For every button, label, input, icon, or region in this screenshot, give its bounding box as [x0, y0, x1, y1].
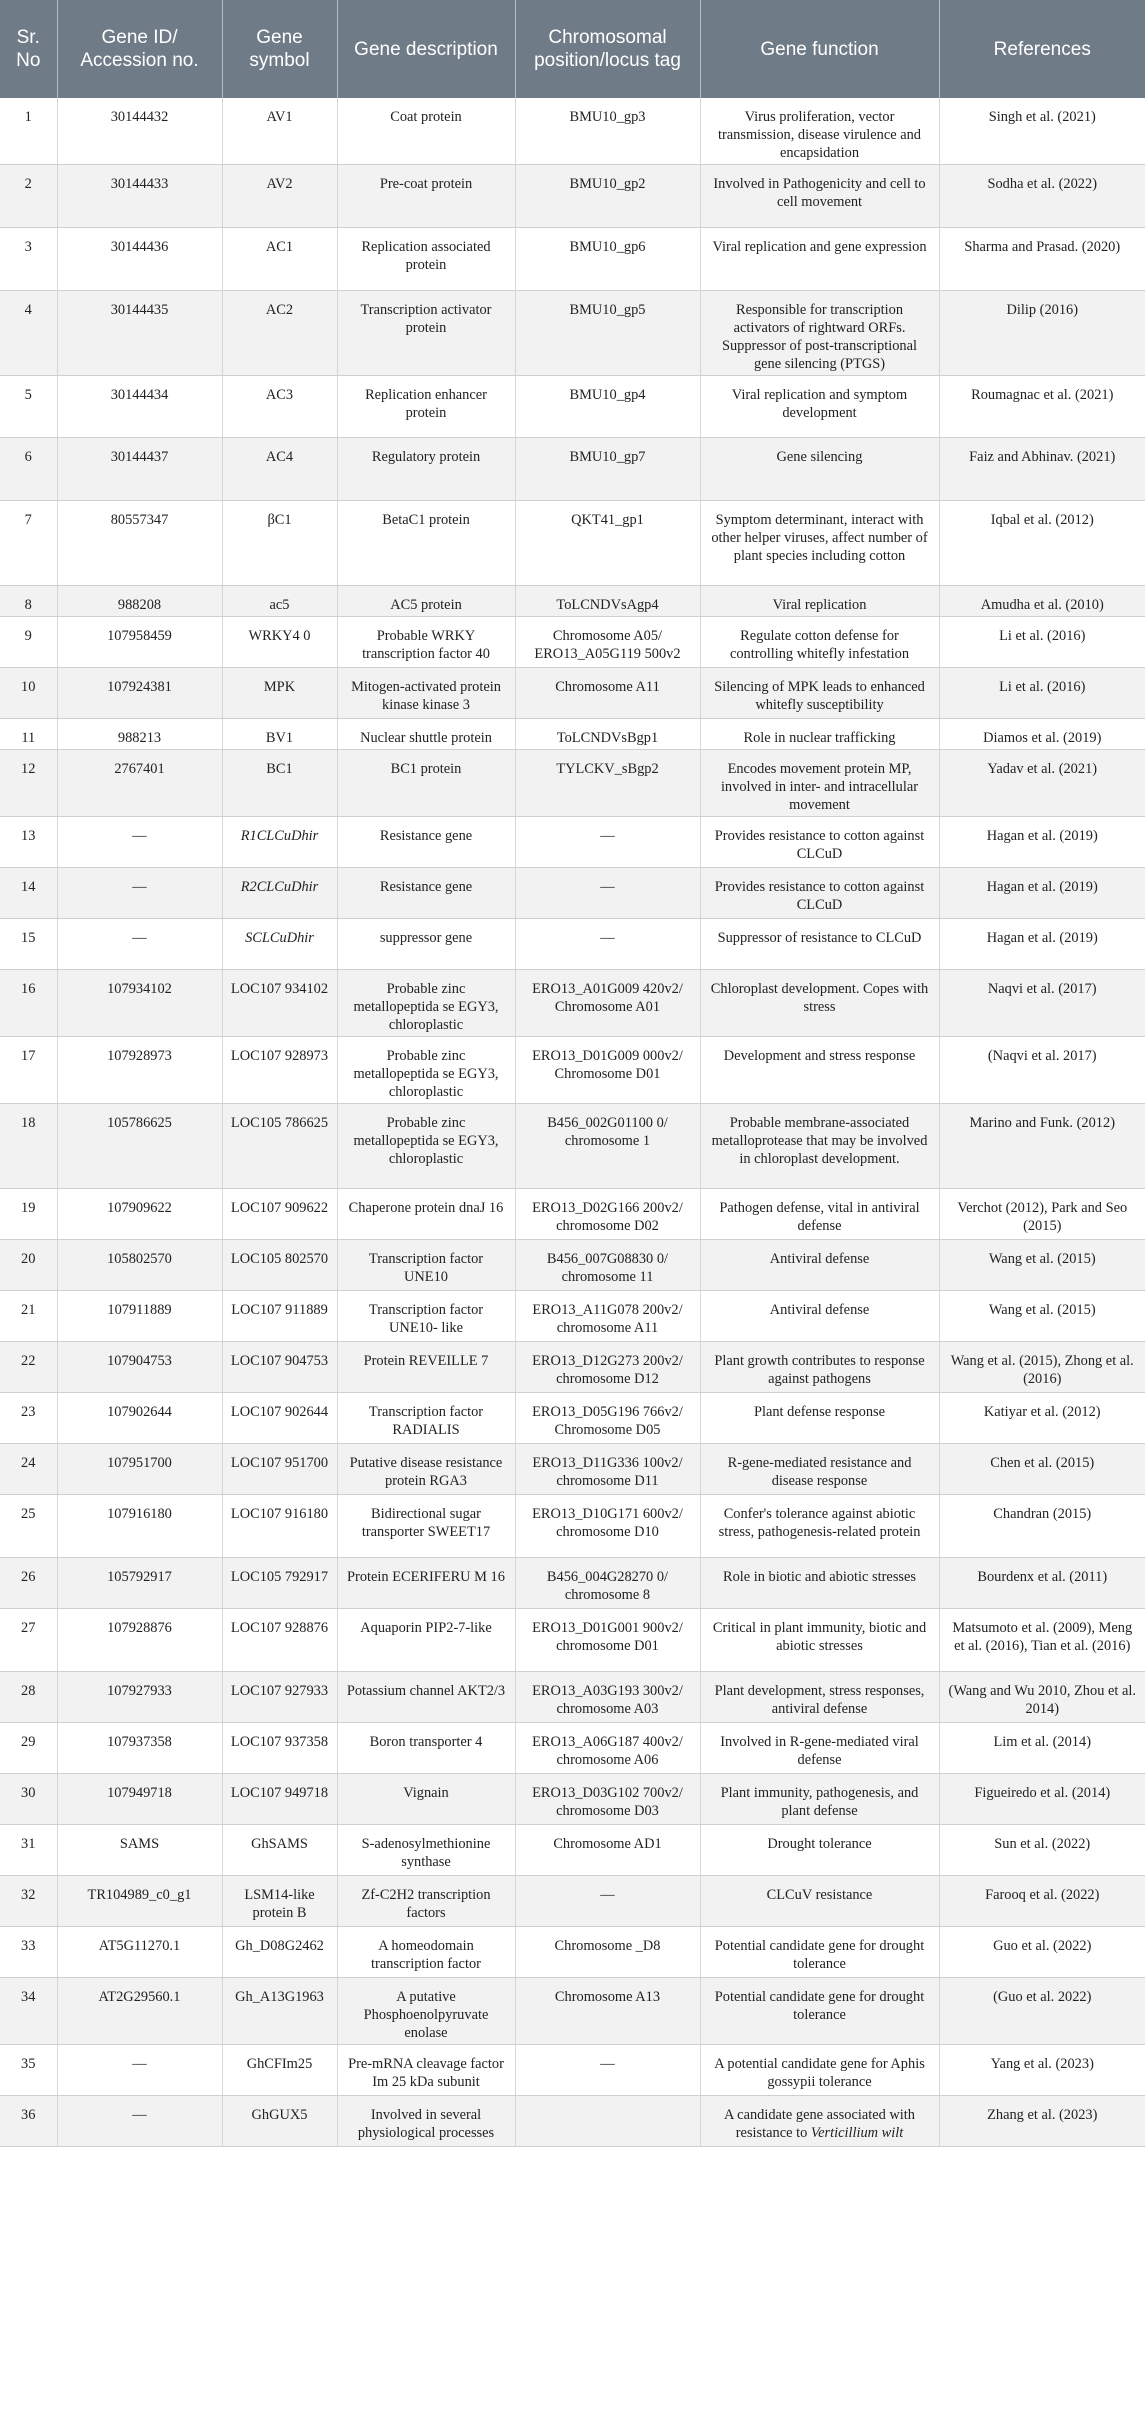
table-row [0, 1723, 1145, 1774]
reference-cell: Sharma and Prasad. (2020) [939, 228, 1145, 291]
gene-symbol-cell: LOC107 949718 [222, 1774, 337, 1825]
sr-no-cell: 25 [0, 1495, 57, 1558]
gene-description-cell: Protein ECERIFERU M 16 [337, 1558, 515, 1609]
table-row [0, 98, 1145, 165]
reference-cell: (Guo et al. 2022) [939, 1978, 1145, 2045]
reference-cell: Katiyar et al. (2012) [939, 1393, 1145, 1444]
table-row [0, 1978, 1145, 2045]
gene-id-cell: — [57, 817, 222, 868]
col-header-chromosomal-position: Chromosomal position/locus tag [515, 0, 700, 98]
table-row [0, 1342, 1145, 1393]
chromosomal-position-cell: Chromosome AD1 [515, 1825, 700, 1876]
chromosomal-position-cell: BMU10_gp6 [515, 228, 700, 291]
gene-function-cell: Role in biotic and abiotic stresses [700, 1558, 939, 1609]
reference-cell: Li et al. (2016) [939, 668, 1145, 719]
gene-id-cell: 988208 [57, 586, 222, 617]
table-row [0, 750, 1145, 817]
table-row [0, 1495, 1145, 1558]
col-header-gene-function: Gene function [700, 0, 939, 98]
table-row [0, 668, 1145, 719]
gene-function-cell: Viral replication and symptom development [700, 376, 939, 438]
gene-function-cell: Potential candidate gene for drought tolerance [700, 1927, 939, 1978]
chromosomal-position-cell: ERO13_A03G193 300v2/ chromosome A03 [515, 1672, 700, 1723]
sr-no-cell: 36 [0, 2096, 57, 2147]
gene-id-cell: 107909622 [57, 1189, 222, 1240]
gene-description-cell: Probable WRKY transcription factor 40 [337, 617, 515, 668]
gene-description-cell: Probable zinc metallopeptida se EGY3, chloroplastic [337, 970, 515, 1037]
gene-symbol-cell: LOC107 904753 [222, 1342, 337, 1393]
gene-description-cell: Boron transporter 4 [337, 1723, 515, 1774]
gene-id-cell: 107937358 [57, 1723, 222, 1774]
table-row [0, 1393, 1145, 1444]
sr-no-cell: 35 [0, 2045, 57, 2096]
gene-description-cell: Coat protein [337, 98, 515, 165]
gene-id-cell: 107904753 [57, 1342, 222, 1393]
gene-id-cell: 30144436 [57, 228, 222, 291]
gene-description-cell: Replication enhancer protein [337, 376, 515, 438]
gene-symbol-cell: GhCFIm25 [222, 2045, 337, 2096]
gene-id-cell: 107927933 [57, 1672, 222, 1723]
gene-function-cell: Pathogen defense, vital in antiviral defense [700, 1189, 939, 1240]
gene-symbol-cell: AC1 [222, 228, 337, 291]
gene-description-cell: Vignain [337, 1774, 515, 1825]
gene-symbol-cell: LOC105 792917 [222, 1558, 337, 1609]
gene-symbol-cell: GhGUX5 [222, 2096, 337, 2147]
gene-description-cell: A homeodomain transcription factor [337, 1927, 515, 1978]
sr-no-cell: 17 [0, 1037, 57, 1104]
gene-function-cell: Regulate cotton defense for controlling whitefly infestation [700, 617, 939, 668]
sr-no-cell: 12 [0, 750, 57, 817]
table-row [0, 1189, 1145, 1240]
table-row [0, 1774, 1145, 1825]
gene-description-cell: Resistance gene [337, 817, 515, 868]
table-row [0, 1672, 1145, 1723]
gene-function-cell: Critical in plant immunity, biotic and abiotic stresses [700, 1609, 939, 1672]
table-row [0, 1927, 1145, 1978]
chromosomal-position-cell: ERO13_D01G009 000v2/ Chromosome D01 [515, 1037, 700, 1104]
gene-function-cell: Drought tolerance [700, 1825, 939, 1876]
gene-id-cell: 2767401 [57, 750, 222, 817]
reference-cell: (Naqvi et al. 2017) [939, 1037, 1145, 1104]
gene-symbol-cell: AC2 [222, 291, 337, 376]
gene-id-cell: 105802570 [57, 1240, 222, 1291]
sr-no-cell: 32 [0, 1876, 57, 1927]
reference-cell: Sun et al. (2022) [939, 1825, 1145, 1876]
reference-cell: Naqvi et al. (2017) [939, 970, 1145, 1037]
chromosomal-position-cell: ERO13_A06G187 400v2/ chromosome A06 [515, 1723, 700, 1774]
reference-cell: Farooq et al. (2022) [939, 1876, 1145, 1927]
chromosomal-position-cell: — [515, 1876, 700, 1927]
chromosomal-position-cell: ERO13_A01G009 420v2/ Chromosome A01 [515, 970, 700, 1037]
gene-id-cell: TR104989_c0_g1 [57, 1876, 222, 1927]
chromosomal-position-cell: ERO13_A11G078 200v2/ chromosome A11 [515, 1291, 700, 1342]
header-row [0, 0, 1145, 98]
gene-function-cell: A candidate gene associated with resistance to Verticillium wilt [700, 2096, 939, 2147]
chromosomal-position-cell: BMU10_gp3 [515, 98, 700, 165]
table-row [0, 1825, 1145, 1876]
reference-cell: Yang et al. (2023) [939, 2045, 1145, 2096]
gene-symbol-cell: LOC107 951700 [222, 1444, 337, 1495]
chromosomal-position-cell: Chromosome A13 [515, 1978, 700, 2045]
sr-no-cell: 3 [0, 228, 57, 291]
reference-cell: Figueiredo et al. (2014) [939, 1774, 1145, 1825]
gene-symbol-cell: AC4 [222, 438, 337, 501]
table-row [0, 919, 1145, 970]
sr-no-cell: 11 [0, 719, 57, 750]
gene-symbol-cell: LOC107 928876 [222, 1609, 337, 1672]
gene-id-cell: 80557347 [57, 501, 222, 586]
reference-cell: Roumagnac et al. (2021) [939, 376, 1145, 438]
reference-cell: Faiz and Abhinav. (2021) [939, 438, 1145, 501]
sr-no-cell: 28 [0, 1672, 57, 1723]
gene-description-cell: Transcription factor UNE10- like [337, 1291, 515, 1342]
sr-no-cell: 23 [0, 1393, 57, 1444]
reference-cell: Wang et al. (2015) [939, 1291, 1145, 1342]
table-row [0, 1104, 1145, 1189]
reference-cell: Matsumoto et al. (2009), Meng et al. (2016), Tian et al. (2016) [939, 1609, 1145, 1672]
gene-function-cell: Viral replication [700, 586, 939, 617]
sr-no-cell: 33 [0, 1927, 57, 1978]
gene-description-cell: BetaC1 protein [337, 501, 515, 586]
gene-symbol-cell: WRKY4 0 [222, 617, 337, 668]
sr-no-cell: 6 [0, 438, 57, 501]
table-row [0, 2096, 1145, 2147]
gene-description-cell: Involved in several physiological processes [337, 2096, 515, 2147]
table-row [0, 1037, 1145, 1104]
gene-description-cell: Chaperone protein dnaJ 16 [337, 1189, 515, 1240]
gene-id-cell: 30144435 [57, 291, 222, 376]
sr-no-cell: 2 [0, 165, 57, 228]
gene-description-cell: S-adenosylmethionine synthase [337, 1825, 515, 1876]
gene-id-cell: 107911889 [57, 1291, 222, 1342]
gene-id-cell: AT5G11270.1 [57, 1927, 222, 1978]
sr-no-cell: 20 [0, 1240, 57, 1291]
chromosomal-position-cell: — [515, 2045, 700, 2096]
gene-function-cell: Responsible for transcription activators of rightward ORFs. Suppressor of post-transcriptional gene silencing (PTGS) [700, 291, 939, 376]
gene-function-cell: Provides resistance to cotton against CLCuD [700, 817, 939, 868]
gene-symbol-cell: BV1 [222, 719, 337, 750]
gene-symbol-cell: LOC107 937358 [222, 1723, 337, 1774]
table-row [0, 1291, 1145, 1342]
table-row [0, 2045, 1145, 2096]
chromosomal-position-cell: ERO13_D10G171 600v2/ chromosome D10 [515, 1495, 700, 1558]
chromosomal-position-cell: ERO13_D12G273 200v2/ chromosome D12 [515, 1342, 700, 1393]
gene-description-cell: Resistance gene [337, 868, 515, 919]
table-row [0, 868, 1145, 919]
gene-id-cell: 107951700 [57, 1444, 222, 1495]
sr-no-cell: 31 [0, 1825, 57, 1876]
gene-symbol-cell: LOC105 802570 [222, 1240, 337, 1291]
reference-cell: Bourdenx et al. (2011) [939, 1558, 1145, 1609]
gene-symbol-cell: ac5 [222, 586, 337, 617]
sr-no-cell: 21 [0, 1291, 57, 1342]
table-row [0, 1609, 1145, 1672]
reference-cell: Wang et al. (2015) [939, 1240, 1145, 1291]
table-row [0, 719, 1145, 750]
gene-function-cell: Involved in R-gene-mediated viral defense [700, 1723, 939, 1774]
gene-symbol-cell: LOC107 909622 [222, 1189, 337, 1240]
gene-function-cell: Potential candidate gene for drought tolerance [700, 1978, 939, 2045]
gene-id-cell: AT2G29560.1 [57, 1978, 222, 2045]
table-body [0, 98, 1145, 2147]
gene-function-cell: Gene silencing [700, 438, 939, 501]
gene-id-cell: 107924381 [57, 668, 222, 719]
col-header-sr-no: Sr. No [0, 0, 57, 98]
sr-no-cell: 27 [0, 1609, 57, 1672]
gene-id-cell: — [57, 2045, 222, 2096]
sr-no-cell: 5 [0, 376, 57, 438]
gene-symbol-cell: LOC105 786625 [222, 1104, 337, 1189]
gene-function-cell: Antiviral defense [700, 1240, 939, 1291]
chromosomal-position-cell: ERO13_D11G336 100v2/ chromosome D11 [515, 1444, 700, 1495]
gene-symbol-cell: MPK [222, 668, 337, 719]
table-row [0, 165, 1145, 228]
gene-symbol-cell: LSM14-like protein B [222, 1876, 337, 1927]
gene-symbol-cell: AV1 [222, 98, 337, 165]
reference-cell: (Wang and Wu 2010, Zhou et al. 2014) [939, 1672, 1145, 1723]
sr-no-cell: 29 [0, 1723, 57, 1774]
reference-cell: Lim et al. (2014) [939, 1723, 1145, 1774]
gene-function-cell: Development and stress response [700, 1037, 939, 1104]
gene-symbol-cell: βC1 [222, 501, 337, 586]
gene-function-cell: Probable membrane-associated metalloprotease that may be involved in chloroplast development. [700, 1104, 939, 1189]
table-row [0, 1240, 1145, 1291]
gene-function-cell: Encodes movement protein MP, involved in inter- and intracellular movement [700, 750, 939, 817]
chromosomal-position-cell: B456_007G08830 0/ chromosome 11 [515, 1240, 700, 1291]
chromosomal-position-cell [515, 2096, 700, 2147]
gene-function-cell: Plant defense response [700, 1393, 939, 1444]
gene-function-cell: Involved in Pathogenicity and cell to cell movement [700, 165, 939, 228]
gene-id-cell: 107958459 [57, 617, 222, 668]
gene-function-cell: R-gene-mediated resistance and disease response [700, 1444, 939, 1495]
sr-no-cell: 10 [0, 668, 57, 719]
gene-id-cell: 107928876 [57, 1609, 222, 1672]
sr-no-cell: 24 [0, 1444, 57, 1495]
gene-id-cell: 107916180 [57, 1495, 222, 1558]
reference-cell: Yadav et al. (2021) [939, 750, 1145, 817]
gene-id-cell: 107928973 [57, 1037, 222, 1104]
gene-id-cell: 107934102 [57, 970, 222, 1037]
gene-symbol-cell: LOC107 934102 [222, 970, 337, 1037]
chromosomal-position-cell: — [515, 868, 700, 919]
table-row [0, 501, 1145, 586]
table-row [0, 376, 1145, 438]
gene-symbol-cell: R1CLCuDhir [222, 817, 337, 868]
reference-cell: Li et al. (2016) [939, 617, 1145, 668]
chromosomal-position-cell: BMU10_gp5 [515, 291, 700, 376]
reference-cell: Marino and Funk. (2012) [939, 1104, 1145, 1189]
gene-description-cell: Probable zinc metallopeptida se EGY3, chloroplastic [337, 1037, 515, 1104]
gene-symbol-cell: LOC107 902644 [222, 1393, 337, 1444]
gene-function-cell: CLCuV resistance [700, 1876, 939, 1927]
reference-cell: Hagan et al. (2019) [939, 868, 1145, 919]
chromosomal-position-cell: — [515, 919, 700, 970]
sr-no-cell: 30 [0, 1774, 57, 1825]
gene-id-cell: — [57, 2096, 222, 2147]
chromosomal-position-cell: TYLCKV_sBgp2 [515, 750, 700, 817]
table-row [0, 1558, 1145, 1609]
sr-no-cell: 19 [0, 1189, 57, 1240]
col-header-gene-id: Gene ID/ Accession no. [57, 0, 222, 98]
reference-cell: Verchot (2012), Park and Seo (2015) [939, 1189, 1145, 1240]
chromosomal-position-cell: Chromosome A11 [515, 668, 700, 719]
chromosomal-position-cell: ToLCNDVsAgp4 [515, 586, 700, 617]
gene-description-cell: Regulatory protein [337, 438, 515, 501]
gene-symbol-cell: BC1 [222, 750, 337, 817]
gene-id-cell: 30144432 [57, 98, 222, 165]
gene-id-cell: 30144433 [57, 165, 222, 228]
gene-function-cell: Plant growth contributes to response against pathogens [700, 1342, 939, 1393]
gene-symbol-cell: SCLCuDhir [222, 919, 337, 970]
gene-description-cell: Transcription factor RADIALIS [337, 1393, 515, 1444]
chromosomal-position-cell: ERO13_D02G166 200v2/ chromosome D02 [515, 1189, 700, 1240]
gene-symbol-cell: AV2 [222, 165, 337, 228]
chromosomal-position-cell: BMU10_gp4 [515, 376, 700, 438]
gene-function-cell: Role in nuclear trafficking [700, 719, 939, 750]
chromosomal-position-cell: ToLCNDVsBgp1 [515, 719, 700, 750]
table-row [0, 1444, 1145, 1495]
table-row [0, 228, 1145, 291]
gene-description-cell: Nuclear shuttle protein [337, 719, 515, 750]
gene-symbol-cell: GhSAMS [222, 1825, 337, 1876]
table-row [0, 970, 1145, 1037]
gene-description-cell: suppressor gene [337, 919, 515, 970]
chromosomal-position-cell: BMU10_gp2 [515, 165, 700, 228]
gene-id-cell: 30144437 [57, 438, 222, 501]
gene-description-cell: Putative disease resistance protein RGA3 [337, 1444, 515, 1495]
gene-description-cell: Zf-C2H2 transcription factors [337, 1876, 515, 1927]
reference-cell: Hagan et al. (2019) [939, 919, 1145, 970]
gene-description-cell: Pre-mRNA cleavage factor Im 25 kDa subunit [337, 2045, 515, 2096]
gene-symbol-cell: AC3 [222, 376, 337, 438]
col-header-references: References [939, 0, 1145, 98]
gene-description-cell: Transcription factor UNE10 [337, 1240, 515, 1291]
gene-description-cell: Replication associated protein [337, 228, 515, 291]
table-row [0, 291, 1145, 376]
gene-id-cell: — [57, 868, 222, 919]
chromosomal-position-cell: B456_004G28270 0/ chromosome 8 [515, 1558, 700, 1609]
gene-description-cell: Transcription activator protein [337, 291, 515, 376]
chromosomal-position-cell: B456_002G01100 0/ chromosome 1 [515, 1104, 700, 1189]
gene-function-cell: Silencing of MPK leads to enhanced whitefly susceptibility [700, 668, 939, 719]
gene-function-cell: Provides resistance to cotton against CLCuD [700, 868, 939, 919]
reference-cell: Guo et al. (2022) [939, 1927, 1145, 1978]
reference-cell: Zhang et al. (2023) [939, 2096, 1145, 2147]
reference-cell: Wang et al. (2015), Zhong et al. (2016) [939, 1342, 1145, 1393]
sr-no-cell: 34 [0, 1978, 57, 2045]
gene-function-cell: Plant development, stress responses, antiviral defense [700, 1672, 939, 1723]
chromosomal-position-cell: ERO13_D05G196 766v2/ Chromosome D05 [515, 1393, 700, 1444]
gene-symbol-cell: Gh_D08G2462 [222, 1927, 337, 1978]
sr-no-cell: 1 [0, 98, 57, 165]
gene-description-cell: AC5 protein [337, 586, 515, 617]
table-row [0, 817, 1145, 868]
gene-symbol-cell: LOC107 916180 [222, 1495, 337, 1558]
gene-symbol-cell: LOC107 928973 [222, 1037, 337, 1104]
sr-no-cell: 13 [0, 817, 57, 868]
reference-cell: Diamos et al. (2019) [939, 719, 1145, 750]
table-row [0, 438, 1145, 501]
gene-id-cell: — [57, 919, 222, 970]
gene-function-cell: Suppressor of resistance to CLCuD [700, 919, 939, 970]
gene-description-cell: Potassium channel AKT2/3 [337, 1672, 515, 1723]
reference-cell: Sodha et al. (2022) [939, 165, 1145, 228]
reference-cell: Iqbal et al. (2012) [939, 501, 1145, 586]
chromosomal-position-cell: Chromosome A05/ ERO13_A05G119 500v2 [515, 617, 700, 668]
table-row [0, 586, 1145, 617]
gene-function-cell: Confer's tolerance against abiotic stress, pathogenesis-related protein [700, 1495, 939, 1558]
gene-id-cell: 105786625 [57, 1104, 222, 1189]
sr-no-cell: 4 [0, 291, 57, 376]
gene-function-cell: Virus proliferation, vector transmission, disease virulence and encapsidation [700, 98, 939, 165]
sr-no-cell: 8 [0, 586, 57, 617]
gene-description-cell: Protein REVEILLE 7 [337, 1342, 515, 1393]
gene-id-cell: 107949718 [57, 1774, 222, 1825]
gene-description-cell: Bidirectional sugar transporter SWEET17 [337, 1495, 515, 1558]
gene-function-cell: Viral replication and gene expression [700, 228, 939, 291]
reference-cell: Chandran (2015) [939, 1495, 1145, 1558]
sr-no-cell: 18 [0, 1104, 57, 1189]
species-name: Verticillium wilt [810, 2125, 904, 2141]
gene-id-cell: 107902644 [57, 1393, 222, 1444]
gene-id-cell: 105792917 [57, 1558, 222, 1609]
reference-cell: Hagan et al. (2019) [939, 817, 1145, 868]
reference-cell: Chen et al. (2015) [939, 1444, 1145, 1495]
gene-description-cell: A putative Phosphoenolpyruvate enolase [337, 1978, 515, 2045]
chromosomal-position-cell: ERO13_D01G001 900v2/ chromosome D01 [515, 1609, 700, 1672]
sr-no-cell: 15 [0, 919, 57, 970]
gene-symbol-cell: LOC107 911889 [222, 1291, 337, 1342]
gene-symbol-cell: Gh_A13G1963 [222, 1978, 337, 2045]
gene-description-cell: Pre-coat protein [337, 165, 515, 228]
chromosomal-position-cell: — [515, 817, 700, 868]
col-header-gene-description: Gene description [337, 0, 515, 98]
table-row [0, 617, 1145, 668]
chromosomal-position-cell: BMU10_gp7 [515, 438, 700, 501]
reference-cell: Singh et al. (2021) [939, 98, 1145, 165]
gene-function-cell: Chloroplast development. Copes with stress [700, 970, 939, 1037]
gene-description-cell: Mitogen-activated protein kinase kinase 3 [337, 668, 515, 719]
sr-no-cell: 9 [0, 617, 57, 668]
gene-id-cell: 30144434 [57, 376, 222, 438]
gene-id-cell: 988213 [57, 719, 222, 750]
gene-function-cell: Antiviral defense [700, 1291, 939, 1342]
chromosomal-position-cell: Chromosome _D8 [515, 1927, 700, 1978]
gene-description-cell: Probable zinc metallopeptida se EGY3, chloroplastic [337, 1104, 515, 1189]
sr-no-cell: 14 [0, 868, 57, 919]
gene-function-cell: Symptom determinant, interact with other helper viruses, affect number of plant species including cotton [700, 501, 939, 586]
gene-symbol-cell: LOC107 927933 [222, 1672, 337, 1723]
col-header-gene-symbol: Gene symbol [222, 0, 337, 98]
sr-no-cell: 16 [0, 970, 57, 1037]
gene-description-cell: Aquaporin PIP2-7-like [337, 1609, 515, 1672]
reference-cell: Amudha et al. (2010) [939, 586, 1145, 617]
chromosomal-position-cell: QKT41_gp1 [515, 501, 700, 586]
table-row [0, 1876, 1145, 1927]
chromosomal-position-cell: ERO13_D03G102 700v2/ chromosome D03 [515, 1774, 700, 1825]
sr-no-cell: 22 [0, 1342, 57, 1393]
gene-description-cell: BC1 protein [337, 750, 515, 817]
reference-cell: Dilip (2016) [939, 291, 1145, 376]
gene-function-cell: A potential candidate gene for Aphis gossypii tolerance [700, 2045, 939, 2096]
gene-function-cell: Plant immunity, pathogenesis, and plant defense [700, 1774, 939, 1825]
gene-id-cell: SAMS [57, 1825, 222, 1876]
gene-symbol-cell: R2CLCuDhir [222, 868, 337, 919]
sr-no-cell: 26 [0, 1558, 57, 1609]
sr-no-cell: 7 [0, 501, 57, 586]
